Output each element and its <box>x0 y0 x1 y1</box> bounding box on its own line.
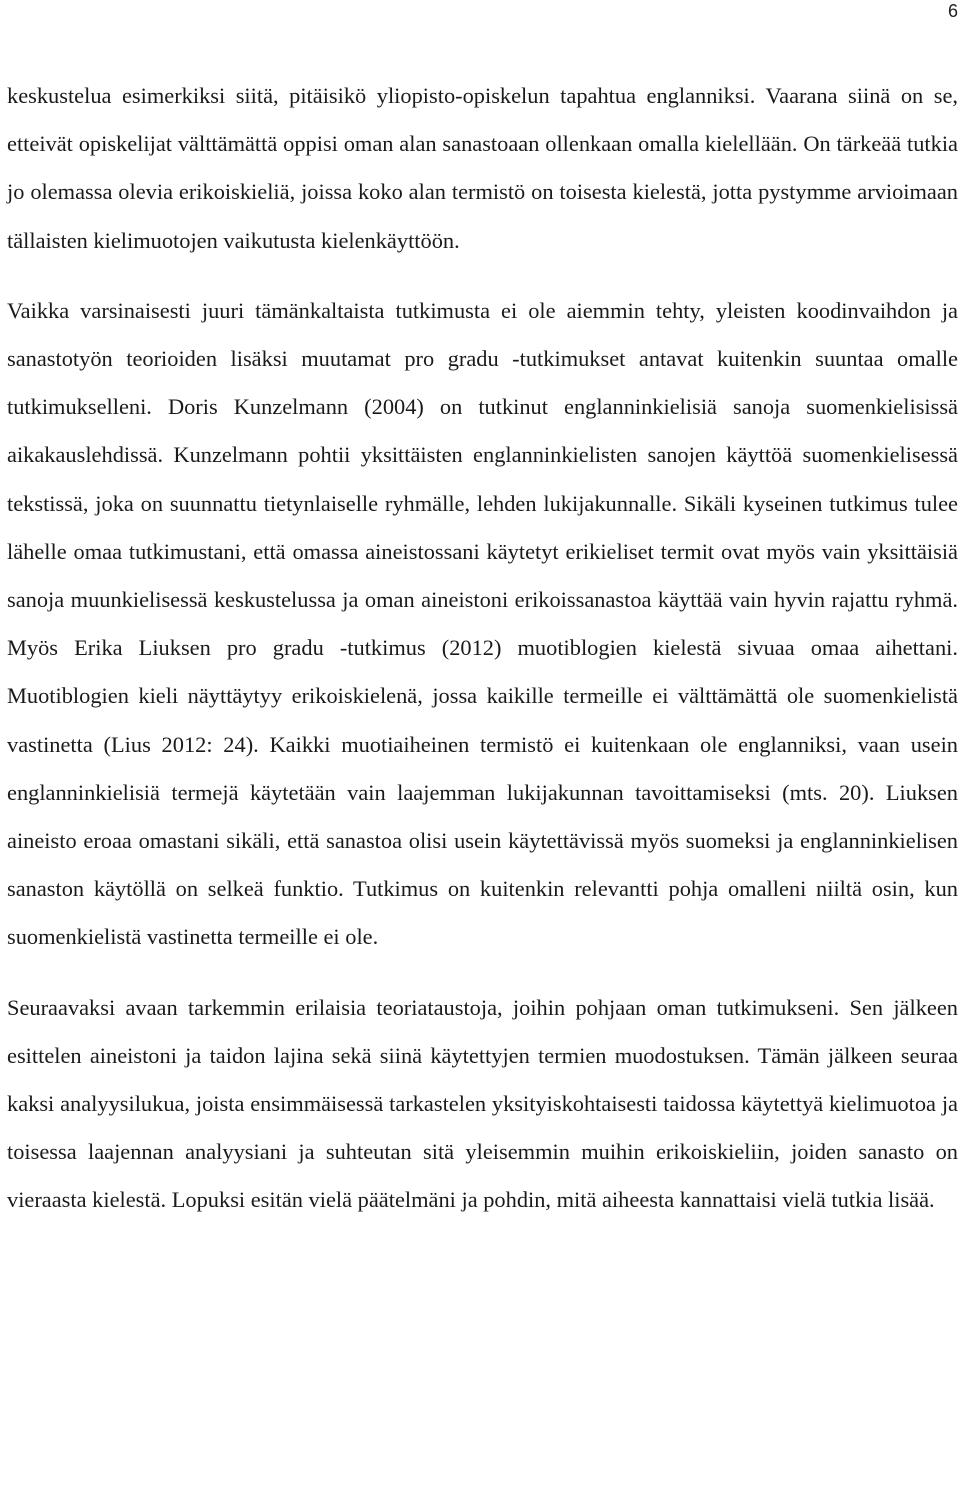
body-paragraph: keskustelua esimerkiksi siitä, pitäisikö yliopisto-opiskelun tapahtua englanniksi. Vaarana siinä on se, etteivät opiskelijat välttämättä oppisi oman alan sanastoaan ollenkaan omalla kielellään. On tärkeää tutkia jo olemassa olevia erikoiskieliä, joissa koko alan termistö on toisesta kielestä, jotta pystymme arvioimaan tällaisten kielimuotojen vaikutusta kielenkäyttöön. <box>7 83 958 253</box>
document-body <box>7 72 958 1225</box>
body-paragraph: Seuraavaksi avaan tarkemmin erilaisia teoriataustoja, joihin pohjaan oman tutkimukseni. Sen jälkeen esittelen aineistoni ja taidon lajina sekä siinä käytettyjen termien muodostuksen. Tämän jälkeen seuraa kaksi analyysilukua, joista ensimmäisessä tarkastelen yksityiskohtaisesti taidossa käytettyä kielimuotoa ja toisessa laajennan analyysiani ja suhteutan sitä yleisemmin muihin erikoiskieliin, joiden sanasto on vieraasta kielestä. Lopuksi esitän vielä päätelmäni ja pohdin, mitä aiheesta kannattaisi vielä tutkia lisää. <box>7 994 958 1213</box>
page-number: 6 <box>947 1 958 21</box>
body-paragraph: Vaikka varsinaisesti juuri tämänkaltaista tutkimusta ei ole aiemmin tehty, yleisten koodinvaihdon ja sanastotyön teorioiden lisäksi muutamat pro gradu -tutkimukset antavat kuitenkin suuntaa omalle tutkimukselleni. Doris Kunzelmann (2004) on tutkinut englanninkielisiä sanoja suomenkielisissä aikakauslehdissä. Kunzelmann pohtii yksittäisten englanninkielisten sanojen käyttöä suomenkielisessä tekstissä, joka on suunnattu tietynlaiselle ryhmälle, lehden lukijakunnalle. Sikäli kyseinen tutkimus tulee lähelle omaa tutkimustani, että omassa aineistossani käytetyt erikieliset termit ovat myös vain yksittäisiä sanoja muunkielisessä keskustelussa ja oman aineistoni erikoissanastoa käyttää vain hyvin rajattu ryhmä. Myös Erika Liuksen pro gradu -tutkimus (2012) muotiblogien kielestä sivuaa omaa aihettani. Muotiblogien kieli näyttäytyy erikoiskielenä, jossa kaikille termeille ei välttämättä ole suomenkielistä vastinetta (Lius 2012: 24). Kaikki muotiaiheinen termistö ei kuitenkaan ole englanniksi, vaan usein englanninkielisiä termejä käytetään vain laajemman lukijakunnan tavoittamiseksi (mts. 20). Liuksen aineisto eroaa omastani sikäli, että sanastoa olisi usein käytettävissä myös suomeksi ja englanninkielisen sanaston käytöllä on selkeä funktio. Tutkimus on kuitenkin relevantti pohja omalleni niiltä osin, kun suomenkielistä vastinetta termeille ei ole. <box>7 297 958 950</box>
